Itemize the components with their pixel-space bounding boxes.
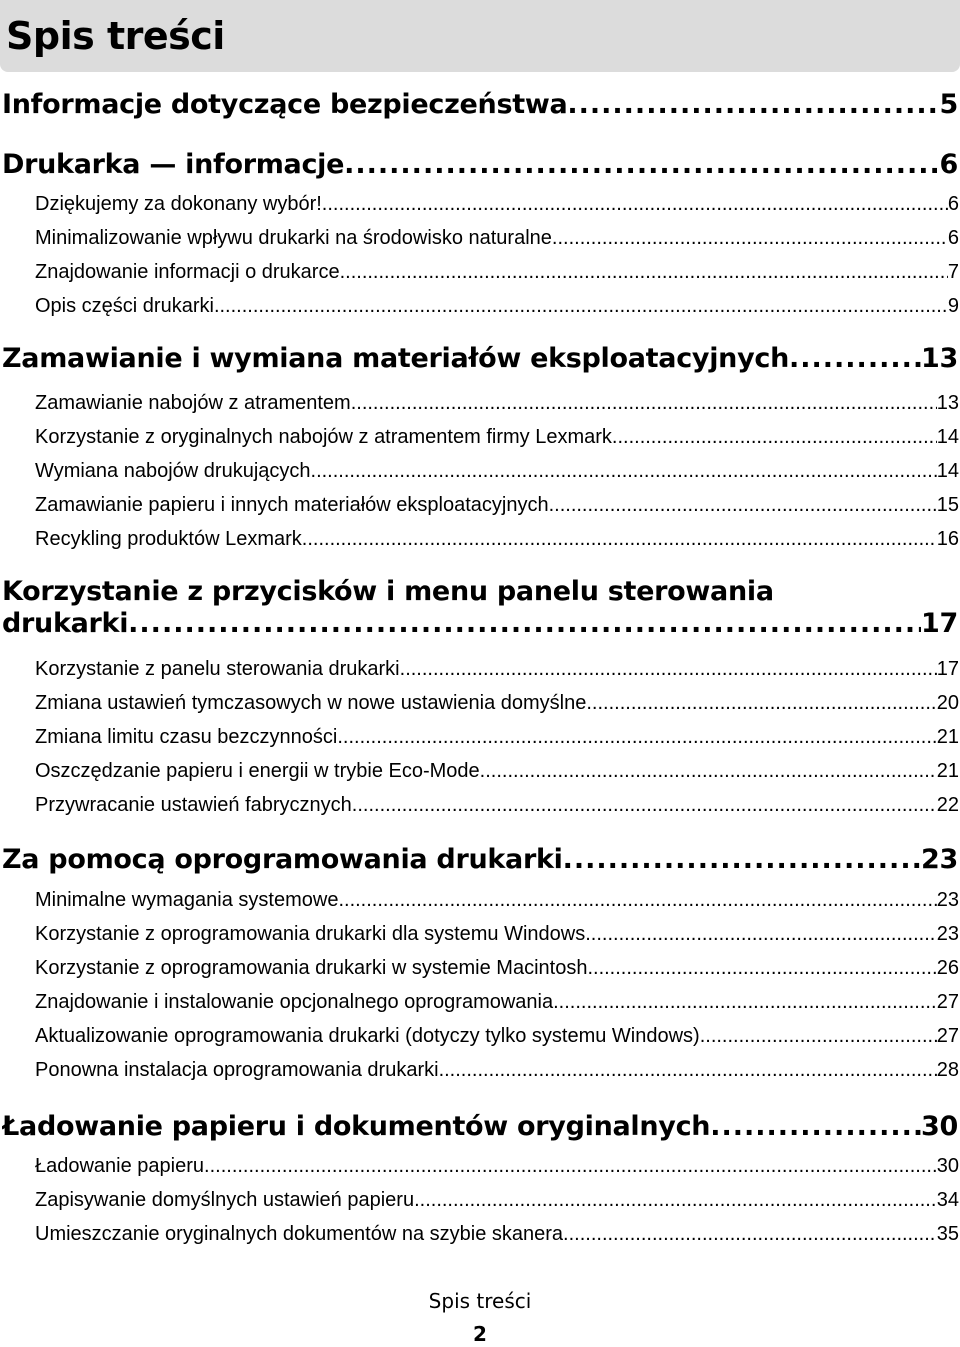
toc-subentry-title: Znajdowanie i instalowanie opcjonalnego oprogramowania — [35, 991, 554, 1013]
toc-page-number: 34 — [936, 1189, 959, 1211]
toc-subentry[interactable] — [35, 390, 959, 416]
toc-subentry-title: Korzystanie z oryginalnych nabojów z atramentem firmy Lexmark — [35, 426, 612, 448]
toc-subentry[interactable] — [35, 921, 959, 947]
toc-subentry[interactable] — [35, 492, 959, 518]
toc-page-number: 26 — [936, 957, 959, 979]
toc-subentry[interactable] — [35, 526, 959, 552]
toc-subentry[interactable] — [35, 1153, 959, 1179]
toc-subentry[interactable] — [35, 424, 959, 450]
toc-subentry-title: Oszczędzanie papieru i energii w trybie Eco-Mode — [35, 760, 480, 782]
toc-subentry-title: Korzystanie z oprogramowania drukarki w systemie Macintosh — [35, 957, 588, 979]
toc-section-entry[interactable] — [2, 1110, 958, 1144]
toc-page-number: 30 — [936, 1155, 959, 1177]
dot-leader — [214, 293, 948, 319]
toc-page-number: 21 — [936, 760, 959, 782]
dot-leader — [322, 191, 948, 217]
toc-subentry-title: Minimalne wymagania systemowe — [35, 889, 339, 911]
dot-leader — [563, 1221, 937, 1247]
toc-section-title: Drukarka — informacje — [2, 149, 345, 180]
dot-leader — [585, 921, 937, 947]
toc-subentry[interactable] — [35, 293, 959, 319]
toc-subentry-title: Recykling produktów Lexmark — [35, 528, 302, 550]
toc-subentry-title: Zamawianie papieru i innych materiałów eksploatacyjnych — [35, 494, 549, 516]
toc-page-number: 20 — [936, 692, 959, 714]
toc-page-number: 23 — [921, 844, 958, 875]
toc-subentry[interactable] — [35, 690, 959, 716]
toc-page-number: 17 — [921, 608, 958, 639]
dot-leader — [552, 225, 948, 251]
footer-section-label: Spis treści — [428, 1289, 532, 1313]
toc-subentry[interactable] — [35, 259, 959, 285]
toc-subentry[interactable] — [35, 989, 959, 1015]
dot-leader — [352, 792, 937, 818]
toc-subentry-title: Zmiana ustawień tymczasowych w nowe ustawienia domyślne — [35, 692, 587, 714]
toc-subentry-title: Znajdowanie informacji o drukarce — [35, 261, 340, 283]
dot-leader — [587, 955, 936, 981]
dot-leader — [563, 843, 921, 877]
page-title: Spis treści — [6, 14, 225, 58]
toc-page-number: 23 — [936, 889, 959, 911]
dot-leader — [700, 1023, 937, 1049]
toc-subentry[interactable] — [35, 1187, 959, 1213]
dot-leader — [567, 88, 939, 122]
toc-section-title-continued: drukarki — [2, 608, 129, 639]
toc-page-number: 27 — [936, 1025, 959, 1047]
toc-subentry-title: Aktualizowanie oprogramowania drukarki (dotyczy tylko systemu Windows) — [35, 1025, 700, 1047]
toc-page-number: 13 — [921, 343, 958, 374]
dot-leader — [338, 887, 936, 913]
dot-leader — [549, 492, 937, 518]
toc-subentry[interactable] — [35, 887, 959, 913]
dot-leader — [586, 690, 936, 716]
dot-leader — [414, 1187, 937, 1213]
toc-page-number: 17 — [936, 658, 959, 680]
toc-section-entry[interactable] — [2, 843, 958, 877]
toc-subentry-title: Zamawianie nabojów z atramentem — [35, 392, 351, 414]
toc-page-number: 14 — [936, 426, 959, 448]
toc-page-number: 13 — [936, 392, 959, 414]
toc-page-number: 21 — [936, 726, 959, 748]
dot-leader — [553, 989, 937, 1015]
toc-section-entry[interactable] — [2, 88, 958, 122]
toc-subentry[interactable] — [35, 724, 959, 750]
toc-subentry-title: Korzystanie z panelu sterowania drukarki — [35, 658, 400, 680]
footer-page-number: 2 — [473, 1322, 487, 1346]
toc-page-number: 16 — [936, 528, 959, 550]
toc-section-title: Informacje dotyczące bezpieczeństwa — [2, 89, 568, 120]
toc-page-number: 35 — [936, 1223, 959, 1245]
toc-section-entry[interactable] — [2, 148, 958, 182]
toc-subentry[interactable] — [35, 458, 959, 484]
toc-page-number: 23 — [936, 923, 959, 945]
toc-page-number: 14 — [936, 460, 959, 482]
toc-section-title: Ładowanie papieru i dokumentów oryginalnych — [2, 1111, 711, 1142]
dot-leader — [439, 1057, 937, 1083]
toc-subentry-title: Wymiana nabojów drukujących — [35, 460, 311, 482]
toc-subentry[interactable] — [35, 1057, 959, 1083]
toc-page-number: 30 — [921, 1111, 958, 1142]
toc-page-number: 9 — [947, 295, 959, 317]
toc-subentry-title: Opis części drukarki — [35, 295, 214, 317]
toc-subentry-title: Ładowanie papieru — [35, 1155, 205, 1177]
toc-subentry-title: Korzystanie z oprogramowania drukarki dla systemu Windows — [35, 923, 586, 945]
toc-subentry[interactable] — [35, 656, 959, 682]
dot-leader — [710, 1110, 921, 1144]
dot-leader — [311, 458, 937, 484]
toc-subentry-title: Zmiana limitu czasu bezczynności — [35, 726, 338, 748]
dot-leader — [789, 342, 921, 376]
toc-subentry[interactable] — [35, 758, 959, 784]
dot-leader — [340, 259, 948, 285]
toc-section-title: Za pomocą oprogramowania drukarki — [2, 844, 563, 875]
dot-leader — [400, 656, 937, 682]
toc-subentry-title: Ponowna instalacja oprogramowania drukarki — [35, 1059, 439, 1081]
toc-subentry[interactable] — [35, 955, 959, 981]
dot-leader — [612, 424, 937, 450]
toc-page-number: 7 — [947, 261, 959, 283]
toc-page-number: 6 — [947, 227, 959, 249]
toc-page-number: 27 — [936, 991, 959, 1013]
toc-page-number: 6 — [947, 193, 959, 215]
dot-leader — [351, 390, 937, 416]
toc-page-number: 28 — [936, 1059, 959, 1081]
dot-leader — [204, 1153, 937, 1179]
toc-section-entry[interactable] — [2, 342, 958, 376]
toc-subentry-title: Umieszczanie oryginalnych dokumentów na szybie skanera — [35, 1223, 564, 1245]
toc-section-title: Zamawianie i wymiana materiałów eksploatacyjnych — [2, 343, 790, 374]
dot-leader — [128, 608, 921, 640]
toc-page-number: 15 — [936, 494, 959, 516]
toc-subentry-title: Przywracanie ustawień fabrycznych — [35, 794, 352, 816]
toc-subentry[interactable] — [35, 1221, 959, 1247]
toc-page-number: 6 — [939, 149, 958, 180]
toc-section-entry[interactable] — [2, 576, 958, 640]
toc-subentry-title: Dziękujemy za dokonany wybór! — [35, 193, 322, 215]
toc-subentry[interactable] — [35, 191, 959, 217]
toc-subentry-title: Minimalizowanie wpływu drukarki na środowisko naturalne — [35, 227, 552, 249]
toc-section-title: Korzystanie z przycisków i menu panelu sterowania — [2, 576, 774, 607]
dot-leader — [302, 526, 937, 552]
toc-page-number: 5 — [939, 89, 958, 120]
toc-subentry[interactable] — [35, 1023, 959, 1049]
dot-leader — [337, 724, 936, 750]
dot-leader — [480, 758, 937, 784]
dot-leader — [344, 148, 939, 182]
toc-subentry[interactable] — [35, 792, 959, 818]
toc-subentry[interactable] — [35, 225, 959, 251]
toc-page-number: 22 — [936, 794, 959, 816]
title-bar — [0, 0, 960, 72]
toc-subentry-title: Zapisywanie domyślnych ustawień papieru — [35, 1189, 415, 1211]
